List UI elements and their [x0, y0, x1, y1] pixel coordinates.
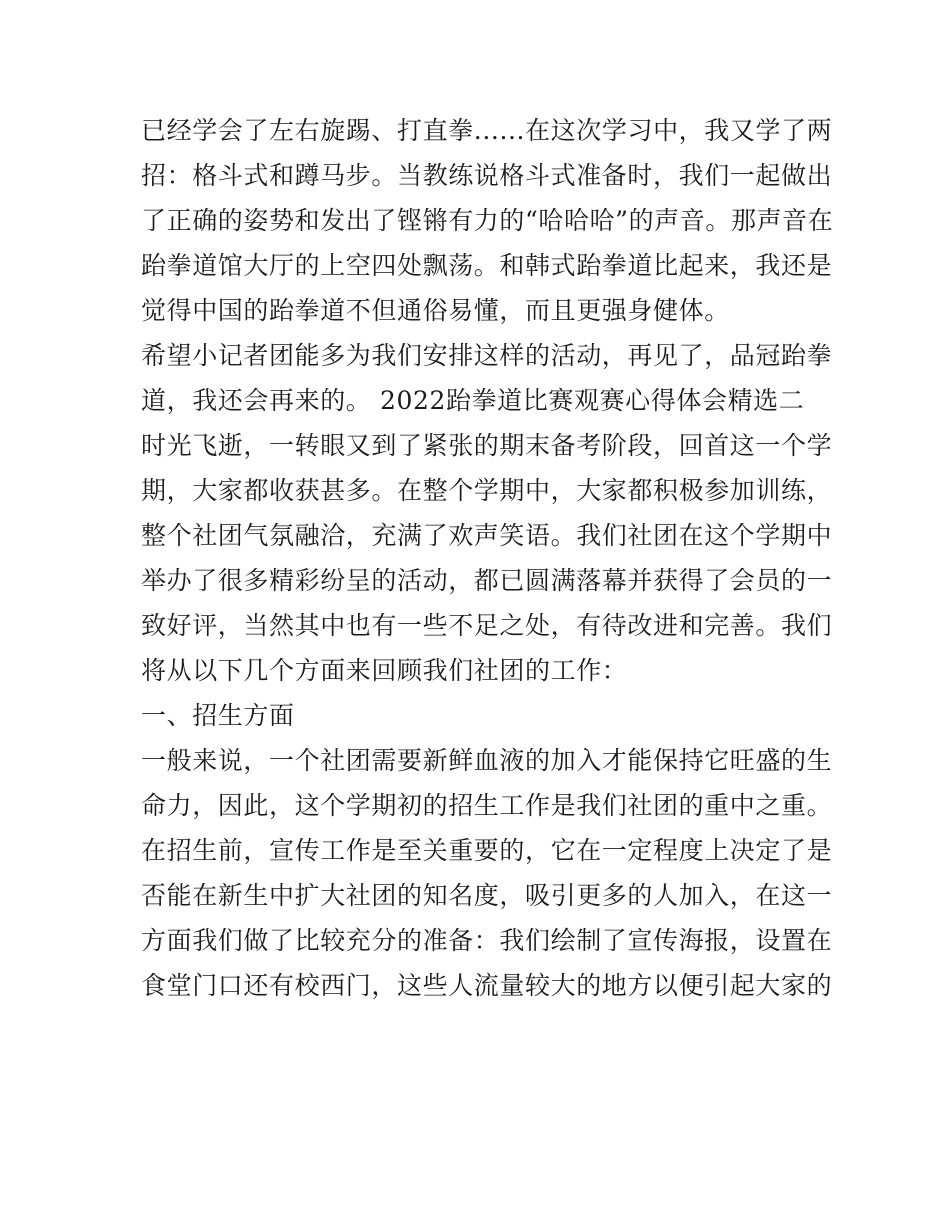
text-line: 将从以下几个方面来回顾我们社团的工作： — [141, 656, 628, 685]
text-line: 跆拳道馆大厅的上空四处飘荡。和韩式跆拳道比起来，我还是 — [141, 251, 833, 280]
text-line: 在招生前，宣传工作是至关重要的，它在一定程度上决定了是 — [141, 836, 833, 865]
text-line: 觉得中国的跆拳道不但通俗易懂，而且更强身健体。 — [141, 296, 730, 325]
text-line: 已经学会了左右旋踢、打直拳......在这次学习中，我又学了两 — [141, 116, 833, 145]
text-line: 道，我还会再来的。 2022跆拳道比赛观赛心得体会精选二 — [141, 386, 805, 415]
text-line: 一般来说，一个社团需要新鲜血液的加入才能保持它旺盛的生 — [141, 746, 833, 775]
text-line: 希望小记者团能多为我们安排这样的活动，再见了，品冠跆拳 — [141, 341, 833, 370]
text-line: 举办了很多精彩纷呈的活动，都已圆满落幕并获得了会员的一 — [141, 566, 833, 595]
text-line: 命力，因此，这个学期初的招生工作是我们社团的重中之重。 — [141, 791, 833, 820]
text-line: 否能在新生中扩大社团的知名度，吸引更多的人加入，在这一 — [141, 881, 833, 910]
section-heading: 一、招生方面 — [141, 701, 295, 730]
text-line: 整个社团气氛融洽，充满了欢声笑语。我们社团在这个学期中 — [141, 521, 833, 550]
text-line: 食堂门口还有校西门，这些人流量较大的地方以便引起大家的 — [141, 971, 833, 1000]
text-line: 招：格斗式和蹲马步。当教练说格斗式准备时，我们一起做出 — [141, 161, 833, 190]
text-line: 期，大家都收获甚多。在整个学期中，大家都积极参加训练， — [141, 476, 833, 505]
text-line: 了正确的姿势和发出了铿锵有力的“哈哈哈”的声音。那声音在 — [141, 206, 834, 235]
text-line: 时光飞逝，一转眼又到了紧张的期末备考阶段，回首这一个学 — [141, 431, 833, 460]
text-line: 方面我们做了比较充分的准备：我们绘制了宣传海报，设置在 — [141, 926, 833, 955]
text-line: 致好评，当然其中也有一些不足之处，有待改进和完善。我们 — [141, 611, 833, 640]
body-text — [141, 108, 834, 1008]
